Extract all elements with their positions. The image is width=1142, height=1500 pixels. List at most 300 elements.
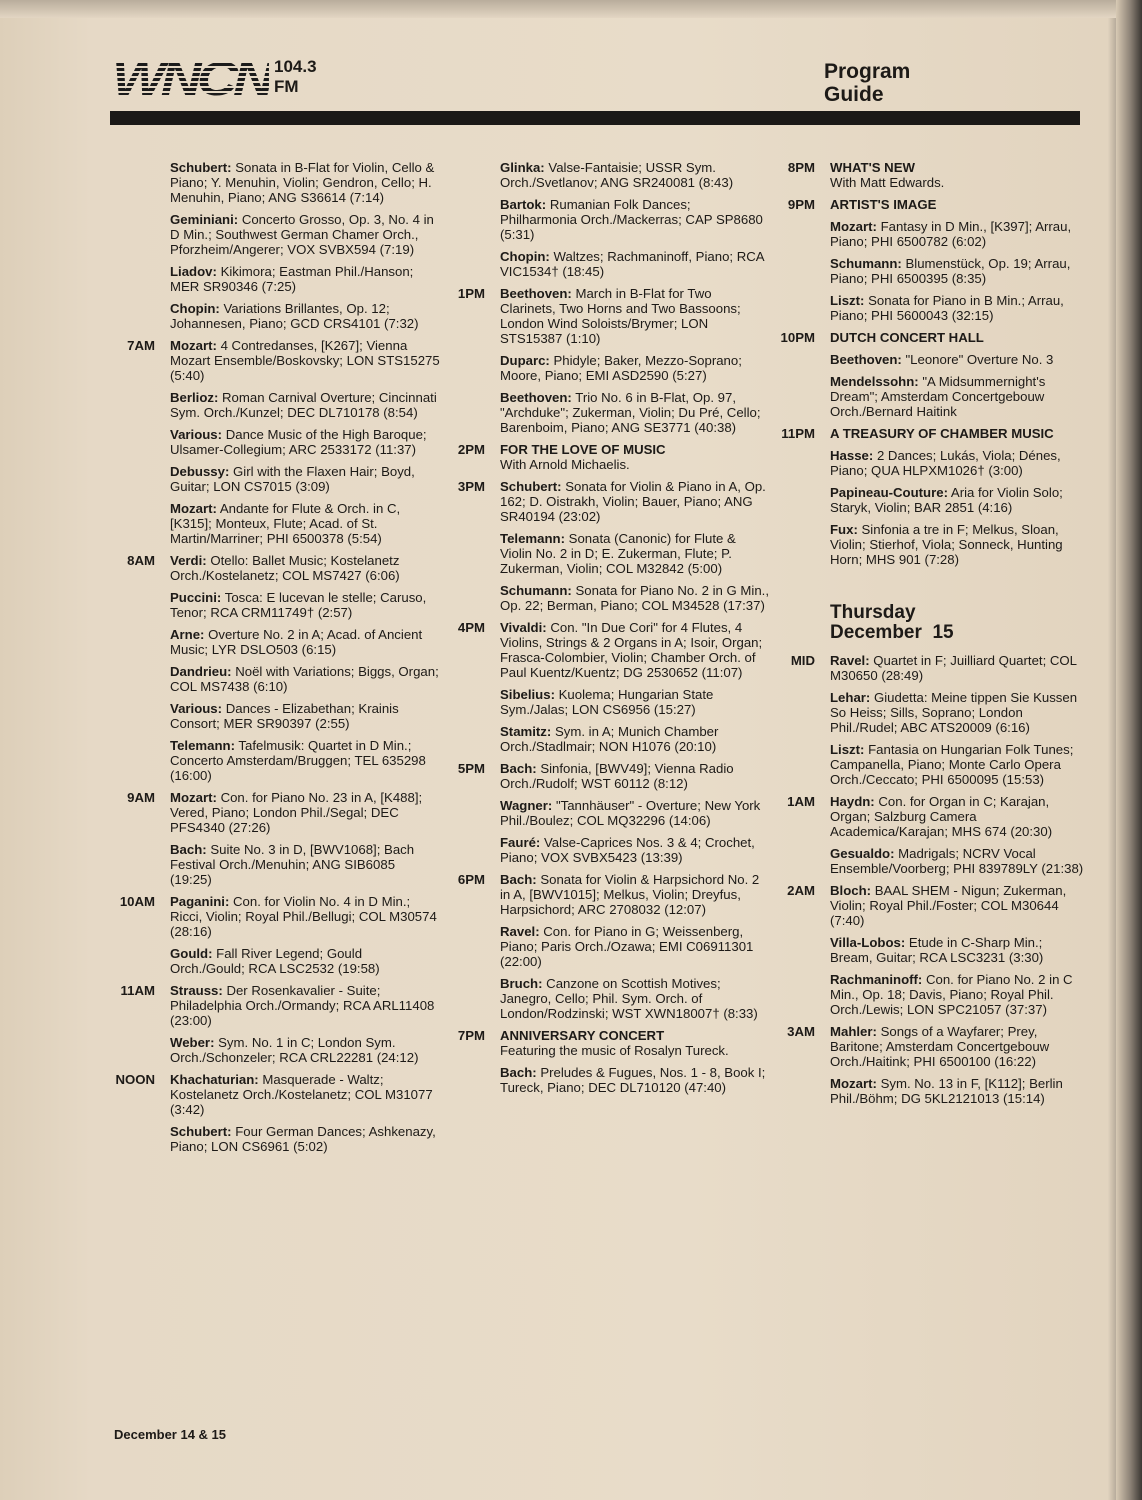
entry-details: With Arnold Michaelis.	[500, 457, 630, 472]
entry-composer: Dandrieu:	[170, 664, 232, 679]
entry-composer: Liszt:	[830, 742, 865, 757]
schedule-entry	[775, 935, 1085, 965]
schedule-entry	[440, 1065, 770, 1095]
entry-details: Dances - Elizabethan; Krainis Consort; MER SR90397 (2:55)	[170, 701, 399, 731]
entry-text	[830, 160, 1085, 190]
schedule-entry	[775, 846, 1085, 876]
guide-title-line2: Guide	[824, 83, 884, 106]
entry-text	[830, 522, 1085, 567]
entry-details: Concerto Grosso, Op. 3, No. 4 in D Min.; Southwest German Chamer Orch., Pforzheim/Angerer; VOX SVBX594 (7:19)	[170, 212, 434, 257]
entry-details: BAAL SHEM - Nigun; Zukerman, Violin; Royal Phil./Foster; COL M30644 (7:40)	[830, 883, 1067, 928]
schedule-entry	[110, 1124, 440, 1154]
schedule-entry	[440, 724, 770, 754]
entry-time	[775, 1076, 815, 1106]
entry-composer: Paganini:	[170, 894, 230, 909]
header-rule	[110, 111, 1080, 125]
entry-composer: Lehar:	[830, 690, 871, 705]
entry-time: 5PM	[457, 761, 485, 776]
entry-text	[170, 664, 440, 694]
entry-text	[830, 448, 1085, 478]
schedule-entry	[440, 442, 770, 472]
entry-time: 3AM	[787, 1024, 815, 1039]
entry-composer: Hasse:	[830, 448, 874, 463]
entry-time	[440, 531, 485, 576]
entry-time	[440, 1065, 485, 1095]
logo-frequency: 104.3	[274, 57, 317, 76]
entry-text	[170, 738, 440, 783]
entry-details: Four German Dances; Ashkenazy, Piano; LON CS6961 (5:02)	[170, 1124, 436, 1154]
entry-details: Sonata for Piano in B Min.; Arrau, Piano; PHI 5600043 (32:15)	[830, 293, 1064, 323]
entry-composer: Liszt:	[830, 293, 865, 308]
entry-time	[110, 946, 155, 976]
schedule-entry	[775, 293, 1085, 323]
schedule-entry	[775, 256, 1085, 286]
entry-text	[170, 894, 440, 939]
entry-text	[830, 742, 1085, 787]
entry-time	[440, 390, 485, 435]
entry-composer: Ravel:	[830, 653, 870, 668]
entry-time: 9AM	[127, 790, 155, 805]
entry-composer: Puccini:	[170, 590, 222, 605]
entry-composer: Arne:	[170, 627, 205, 642]
day-heading	[830, 603, 1085, 643]
schedule-entry	[775, 330, 1085, 345]
entry-text	[170, 501, 440, 546]
entry-text	[830, 426, 1085, 441]
entry-details: "Leonore" Overture No. 3	[905, 352, 1054, 367]
entry-text	[830, 690, 1085, 735]
entry-time: 1PM	[457, 286, 485, 301]
entry-details: Fantasia on Hungarian Folk Tunes; Campanella, Piano; Monte Carlo Opera Orch./Ceccato; PHI 6500095 (15:53)	[830, 742, 1074, 787]
entry-text	[500, 976, 770, 1021]
entry-composer: WHAT'S NEW	[830, 160, 915, 175]
entry-text	[500, 620, 770, 680]
entry-time	[775, 742, 815, 787]
entry-text	[830, 1076, 1085, 1106]
entry-time	[110, 1124, 155, 1154]
entry-text	[500, 583, 770, 613]
entry-time	[110, 390, 155, 420]
schedule-entry	[775, 883, 1085, 928]
entry-composer: Mozart:	[830, 219, 877, 234]
entry-composer: Chopin:	[170, 301, 220, 316]
entry-time	[440, 197, 485, 242]
entry-composer: Mozart:	[170, 790, 217, 805]
entry-composer: Schubert:	[170, 1124, 232, 1139]
page-top-edge	[0, 0, 1142, 18]
schedule-entry	[110, 264, 440, 294]
entry-composer: Debussy:	[170, 464, 230, 479]
entry-text	[830, 846, 1085, 876]
entry-time	[110, 701, 155, 731]
entry-time	[775, 935, 815, 965]
entry-composer: ANNIVERSARY CONCERT	[500, 1028, 665, 1043]
entry-details: Con. for Organ in C; Karajan, Organ; Salzburg Camera Academica/Karajan; MHS 674 (20:30)	[830, 794, 1053, 839]
entry-time	[110, 212, 155, 257]
schedule-entry	[110, 590, 440, 620]
schedule-entry	[110, 338, 440, 383]
entry-composer: ARTIST'S IMAGE	[830, 197, 937, 212]
entry-details: Rumanian Folk Dances; Philharmonia Orch./Mackerras; CAP SP8680 (5:31)	[500, 197, 763, 242]
entry-time	[775, 352, 815, 367]
entry-text	[170, 983, 440, 1028]
entry-text	[170, 553, 440, 583]
entry-text	[170, 590, 440, 620]
entry-details: Sonata (Canonic) for Flute & Violin No. 2 in D; E. Zukerman, Flute; P. Zukerman, Violin; COL M32842 (5:00)	[500, 531, 736, 576]
entry-composer: Geminiani:	[170, 212, 239, 227]
entry-details: 2 Dances; Lukás, Viola; Dénes, Piano; QUA HLPXM1026† (3:00)	[830, 448, 1061, 478]
schedule-entry	[110, 790, 440, 835]
entry-composer: Beethoven:	[830, 352, 902, 367]
entry-composer: Wagner:	[500, 798, 553, 813]
entry-text	[170, 627, 440, 657]
schedule-entry	[775, 794, 1085, 839]
entry-details: Con. for Piano No. 23 in A, [K488]; Vered, Piano; London Phil./Segal; DEC PFS4340 (27:26)	[170, 790, 423, 835]
schedule-entry	[440, 1028, 770, 1058]
schedule-entry	[440, 390, 770, 435]
entry-composer: Schumann:	[500, 583, 572, 598]
entry-details: Sinfonia a tre in F; Melkus, Sloan, Violin; Stierhof, Viola; Sonneck, Hunting Horn; MHS 901 (7:28)	[830, 522, 1063, 567]
entry-composer: A TREASURY OF CHAMBER MUSIC	[830, 426, 1054, 441]
entry-details: Con. for Piano No. 2 in C Min., Op. 18; Davis, Piano; Royal Phil. Orch./Lewis; LON SPC21057 (37:37)	[830, 972, 1073, 1017]
entry-composer: Telemann:	[500, 531, 565, 546]
entry-text	[170, 842, 440, 887]
entry-details: Fantasy in D Min., [K397]; Arrau, Piano; PHI 6500782 (6:02)	[830, 219, 1072, 249]
entry-details: Valse-Caprices Nos. 3 & 4; Crochet, Piano; VOX SVBX5423 (13:39)	[500, 835, 755, 865]
schedule-entry	[775, 197, 1085, 212]
entry-time	[440, 924, 485, 969]
entry-time: 11AM	[120, 983, 155, 998]
schedule-entry	[775, 485, 1085, 515]
entry-text	[500, 442, 770, 472]
entry-composer: Berlioz:	[170, 390, 219, 405]
entry-time: 9PM	[787, 197, 815, 212]
schedule-entry	[110, 1035, 440, 1065]
entry-composer: Beethoven:	[500, 286, 572, 301]
entry-time: 10AM	[119, 894, 155, 909]
entry-details: Con. for Violin No. 4 in D Min.; Ricci, Violin; Royal Phil./Bellugi; COL M30574 (28:16)	[170, 894, 437, 939]
entry-details: Sonata for Violin & Piano in A, Op. 162; D. Oistrakh, Violin; Bauer, Piano; ANG SR40194 (23:02)	[500, 479, 766, 524]
entry-details: Phidyle; Baker, Mezzo-Soprano; Moore, Piano; EMI ASD2590 (5:27)	[500, 353, 742, 383]
schedule-entry	[775, 690, 1085, 735]
schedule-entry	[110, 390, 440, 420]
entry-time: 4PM	[457, 620, 485, 635]
entry-time	[110, 590, 155, 620]
schedule-entry	[110, 301, 440, 331]
entry-composer: Sibelius:	[500, 687, 555, 702]
entry-time	[110, 1035, 155, 1065]
schedule-entry	[440, 531, 770, 576]
schedule-entry	[110, 983, 440, 1028]
entry-time	[775, 522, 815, 567]
entry-details: Suite No. 3 in D, [BWV1068]; Bach Festival Orch./Menuhin; ANG SIB6085 (19:25)	[170, 842, 415, 887]
entry-text	[830, 374, 1085, 419]
entry-time: 3PM	[457, 479, 485, 494]
schedule-entry	[440, 872, 770, 917]
entry-time: 2PM	[457, 442, 485, 457]
entry-text	[500, 160, 770, 190]
entry-details: "A Midsummernight's Dream"; Amsterdam Concertgebouw Orch./Bernard Haitink	[830, 374, 1046, 419]
entry-composer: Gould:	[170, 946, 213, 961]
entry-text	[170, 264, 440, 294]
entry-composer: Mozart:	[830, 1076, 877, 1091]
entry-text	[170, 301, 440, 331]
entry-time	[775, 256, 815, 286]
entry-details: Trio No. 6 in B-Flat, Op. 97, "Archduke"; Zukerman, Violin; Du Pré, Cello; Barenboim, Piano; ANG SE3771 (40:38)	[500, 390, 761, 435]
schedule-entry	[440, 761, 770, 791]
entry-composer: Schumann:	[830, 256, 902, 271]
entry-composer: Gesualdo:	[830, 846, 895, 861]
entry-details: Sonata for Violin & Harpsichord No. 2 in A, [BWV1015]; Melkus, Violin; Dreyfus, Harpsichord; ARC 2708032 (12:07)	[500, 872, 760, 917]
entry-text	[170, 1072, 440, 1117]
entry-composer: Verdi:	[170, 553, 207, 568]
entry-time	[775, 219, 815, 249]
page-footer-date: December 14 & 15	[114, 1427, 227, 1442]
entry-time: 10PM	[780, 330, 815, 345]
schedule-entry	[775, 160, 1085, 190]
entry-composer: Papineau-Couture:	[830, 485, 948, 500]
entry-time: 1AM	[787, 794, 815, 809]
entry-composer: Schubert:	[170, 160, 232, 175]
entry-composer: Telemann:	[170, 738, 235, 753]
schedule-entry	[440, 197, 770, 242]
schedule-column-1	[110, 160, 440, 1161]
entry-details: Kikimora; Eastman Phil./Hanson; MER SR90346 (7:25)	[170, 264, 414, 294]
entry-time	[775, 293, 815, 323]
entry-text	[500, 798, 770, 828]
entry-composer: Bartok:	[500, 197, 547, 212]
day-date: December 15	[830, 622, 954, 643]
entry-details: Overture No. 2 in A; Acad. of Ancient Music; LYR DSLO503 (6:15)	[170, 627, 423, 657]
entry-details: Sonata for Piano No. 2 in G Min., Op. 22; Berman, Piano; COL M34528 (17:37)	[500, 583, 770, 613]
entry-time	[110, 501, 155, 546]
schedule-entry	[440, 924, 770, 969]
entry-details: Variations Brillantes, Op. 12; Johannesen, Piano; GCD CRS4101 (7:32)	[170, 301, 419, 331]
entry-text	[500, 1065, 770, 1095]
entry-text	[500, 1028, 770, 1058]
entry-composer: Haydn:	[830, 794, 875, 809]
entry-details: Masquerade - Waltz; Kostelanetz Orch./Kostelanetz; COL M31077 (3:42)	[170, 1072, 433, 1117]
schedule-entry	[440, 687, 770, 717]
entry-details: 4 Contredanses, [K267]; Vienna Mozart Ensemble/Boskovsky; LON STS15275 (5:40)	[170, 338, 440, 383]
entry-composer: DUTCH CONCERT HALL	[830, 330, 984, 345]
entry-text	[170, 1124, 440, 1154]
schedule-entry	[775, 219, 1085, 249]
entry-composer: Mendelssohn:	[830, 374, 919, 389]
entry-time: 8AM	[127, 553, 155, 568]
entry-time	[110, 464, 155, 494]
entry-composer: Schubert:	[500, 479, 562, 494]
entry-time	[110, 264, 155, 294]
entry-text	[170, 160, 440, 205]
entry-text	[500, 872, 770, 917]
entry-time	[775, 972, 815, 1017]
entry-text	[830, 935, 1085, 965]
entry-details: Songs of a Wayfarer; Prey, Baritone; Amsterdam Concertgebouw Orch./Haitink; PHI 6500100 (16:22)	[830, 1024, 1050, 1069]
entry-details: Con. for Piano in G; Weissenberg, Piano; Paris Orch./Ozawa; EMI C06911301 (22:00)	[500, 924, 754, 969]
entry-composer: Mozart:	[170, 338, 217, 353]
entry-time	[440, 976, 485, 1021]
entry-time	[110, 664, 155, 694]
entry-details: Sonata in B-Flat for Violin, Cello & Piano; Y. Menuhin, Violin; Gendron, Cello; H. Menuhin, Piano; ANG S36614 (7:14)	[170, 160, 435, 205]
entry-text	[170, 946, 440, 976]
schedule-entry	[775, 374, 1085, 419]
schedule-entry	[110, 464, 440, 494]
entry-time	[110, 427, 155, 457]
entry-text	[500, 687, 770, 717]
entry-composer: Bach:	[500, 761, 537, 776]
entry-time	[775, 485, 815, 515]
schedule-entry	[440, 479, 770, 524]
entry-details: Andante for Flute & Orch. in C, [K315]; Monteux, Flute; Acad. of St. Martin/Marriner; PHI 6500378 (5:54)	[170, 501, 401, 546]
entry-text	[830, 653, 1085, 683]
entry-text	[830, 293, 1085, 323]
entry-time	[110, 301, 155, 331]
schedule-column-2	[440, 160, 770, 1102]
station-logo	[112, 53, 317, 106]
entry-time: 11PM	[781, 426, 815, 441]
entry-composer: Rachmaninoff:	[830, 972, 923, 987]
schedule-entry	[775, 448, 1085, 478]
entry-text	[170, 390, 440, 420]
entry-details: March in B-Flat for Two Clarinets, Two Horns and Two Bassoons; London Wind Soloists/Brymer; LON STS15387 (1:10)	[500, 286, 741, 346]
entry-text	[830, 883, 1085, 928]
schedule-entry	[440, 798, 770, 828]
entry-details: Sym. No. 1 in C; London Sym. Orch./Schonzeler; RCA CRL22281 (24:12)	[170, 1035, 419, 1065]
entry-text	[170, 338, 440, 383]
entry-time	[440, 724, 485, 754]
schedule-entry	[110, 1072, 440, 1117]
entry-composer: Mozart:	[170, 501, 217, 516]
schedule-entry	[775, 742, 1085, 787]
logo-wordmark: WNCN	[112, 53, 270, 106]
entry-composer: FOR THE LOVE OF MUSIC	[500, 442, 666, 457]
entry-text	[830, 330, 1085, 345]
entry-details: Valse-Fantaisie; USSR Sym. Orch./Svetlanov; ANG SR240081 (8:43)	[500, 160, 734, 190]
entry-time	[775, 690, 815, 735]
entry-details: Sym. in A; Munich Chamber Orch./Stadlmair; NON H1076 (20:10)	[500, 724, 719, 754]
entry-text	[830, 352, 1085, 367]
schedule-entry	[110, 946, 440, 976]
entry-details: Kuolema; Hungarian State Sym./Jalas; LON CS6956 (15:27)	[500, 687, 714, 717]
entry-composer: Vivaldi:	[500, 620, 547, 635]
entry-composer: Various:	[170, 701, 223, 716]
entry-details: Blumenstück, Op. 19; Arrau, Piano; PHI 6500395 (8:35)	[830, 256, 1071, 286]
entry-details: Fall River Legend; Gould Orch./Gould; RCA LSC2532 (19:58)	[170, 946, 380, 976]
day-name: Thursday	[830, 602, 916, 623]
entry-time: 7AM	[127, 338, 155, 353]
entry-composer: Beethoven:	[500, 390, 572, 405]
entry-details: "Tannhäuser" - Overture; New York Phil./Boulez; COL MQ32296 (14:06)	[500, 798, 761, 828]
entry-details: Madrigals; NCRV Vocal Ensemble/Voorberg; PHI 839789LY (21:38)	[830, 846, 1084, 876]
entry-text	[500, 353, 770, 383]
schedule-entry	[440, 583, 770, 613]
entry-composer: Bruch:	[500, 976, 543, 991]
entry-details: Roman Carnival Overture; Cincinnati Sym. Orch./Kunzel; DEC DL710178 (8:54)	[170, 390, 437, 420]
schedule-entry	[110, 212, 440, 257]
entry-time	[110, 627, 155, 657]
entry-details: Dance Music of the High Baroque; Ulsamer-Collegium; ARC 2533172 (11:37)	[170, 427, 427, 457]
schedule-entry	[110, 738, 440, 783]
entry-details: Preludes & Fugues, Nos. 1 - 8, Book I; Tureck, Piano; DEC DL710120 (47:40)	[500, 1065, 766, 1095]
schedule-entry	[110, 627, 440, 657]
entry-composer: Bach:	[500, 1065, 537, 1080]
schedule-entry	[775, 426, 1085, 441]
entry-text	[170, 1035, 440, 1065]
entry-composer: Villa-Lobos:	[830, 935, 906, 950]
entry-text	[500, 249, 770, 279]
entry-time	[110, 842, 155, 887]
entry-details: Quartet in F; Juilliard Quartet; COL M30650 (28:49)	[830, 653, 1077, 683]
schedule-entry	[775, 1024, 1085, 1069]
schedule-entry	[440, 249, 770, 279]
entry-time	[110, 160, 155, 205]
entry-composer: Weber:	[170, 1035, 215, 1050]
entry-text	[500, 724, 770, 754]
entry-details: Der Rosenkavalier - Suite; Philadelphia Orch./Ormandy; RCA ARL11408 (23:00)	[170, 983, 435, 1028]
entry-text	[830, 219, 1085, 249]
schedule-entry	[440, 835, 770, 865]
schedule-entry	[110, 427, 440, 457]
entry-details: Etude in C-Sharp Min.; Bream, Guitar; RCA LSC3231 (3:30)	[830, 935, 1044, 965]
entry-details: With Matt Edwards.	[830, 175, 945, 190]
schedule-column-3	[775, 160, 1085, 1113]
entry-composer: Stamitz:	[500, 724, 552, 739]
entry-composer: Fauré:	[500, 835, 541, 850]
entry-details: Girl with the Flaxen Hair; Boyd, Guitar; LON CS7015 (3:09)	[170, 464, 415, 494]
entry-text	[500, 531, 770, 576]
entry-details: Featuring the music of Rosalyn Tureck.	[500, 1043, 729, 1058]
entry-text	[170, 427, 440, 457]
entry-time	[440, 249, 485, 279]
program-guide-title	[824, 60, 910, 106]
entry-details: Waltzes; Rachmaninoff, Piano; RCA VIC1534† (18:45)	[500, 249, 764, 279]
entry-details: Tafelmusik: Quartet in D Min.; Concerto Amsterdam/Bruggen; TEL 635298 (16:00)	[170, 738, 426, 783]
entry-text	[500, 197, 770, 242]
entry-details: Sym. No. 13 in F, [K112]; Berlin Phil./Böhm; DG 5KL2121013 (15:14)	[830, 1076, 1063, 1106]
entry-time	[775, 448, 815, 478]
entry-time	[440, 687, 485, 717]
entry-time	[110, 738, 155, 783]
entry-text	[830, 1024, 1085, 1069]
entry-time: NOON	[115, 1072, 155, 1087]
schedule-entry	[775, 653, 1085, 683]
entry-text	[500, 924, 770, 969]
entry-text	[500, 286, 770, 346]
entry-composer: Ravel:	[500, 924, 540, 939]
entry-time: 7PM	[457, 1028, 485, 1043]
schedule-entry	[775, 1076, 1085, 1106]
entry-details: Noël with Variations; Biggs, Organ; COL MS7438 (6:10)	[170, 664, 439, 694]
entry-text	[170, 790, 440, 835]
schedule-entry	[110, 664, 440, 694]
entry-composer: Bloch:	[830, 883, 872, 898]
logo-band: FM	[274, 77, 299, 96]
entry-text	[170, 212, 440, 257]
entry-composer: Khachaturian:	[170, 1072, 259, 1087]
entry-details: Giudetta: Meine tippen Sie Kussen So Heiss; Sills, Soprano; London Phil./Rudel; ABC ATS20009 (6:16)	[830, 690, 1078, 735]
entry-time: MID	[790, 653, 815, 668]
entry-details: Tosca: E lucevan le stelle; Caruso, Tenor; RCA CRM11749† (2:57)	[170, 590, 427, 620]
schedule-entry	[775, 972, 1085, 1017]
entry-time	[440, 835, 485, 865]
schedule-entry	[110, 701, 440, 731]
entry-time: 2AM	[787, 883, 815, 898]
schedule-entry	[440, 286, 770, 346]
entry-composer: Chopin:	[500, 249, 550, 264]
entry-text	[500, 835, 770, 865]
entry-details: Canzone on Scottish Motives; Janegro, Cello; Phil. Sym. Orch. of London/Rodzinski; WST XWN18007† (8:33)	[500, 976, 758, 1021]
